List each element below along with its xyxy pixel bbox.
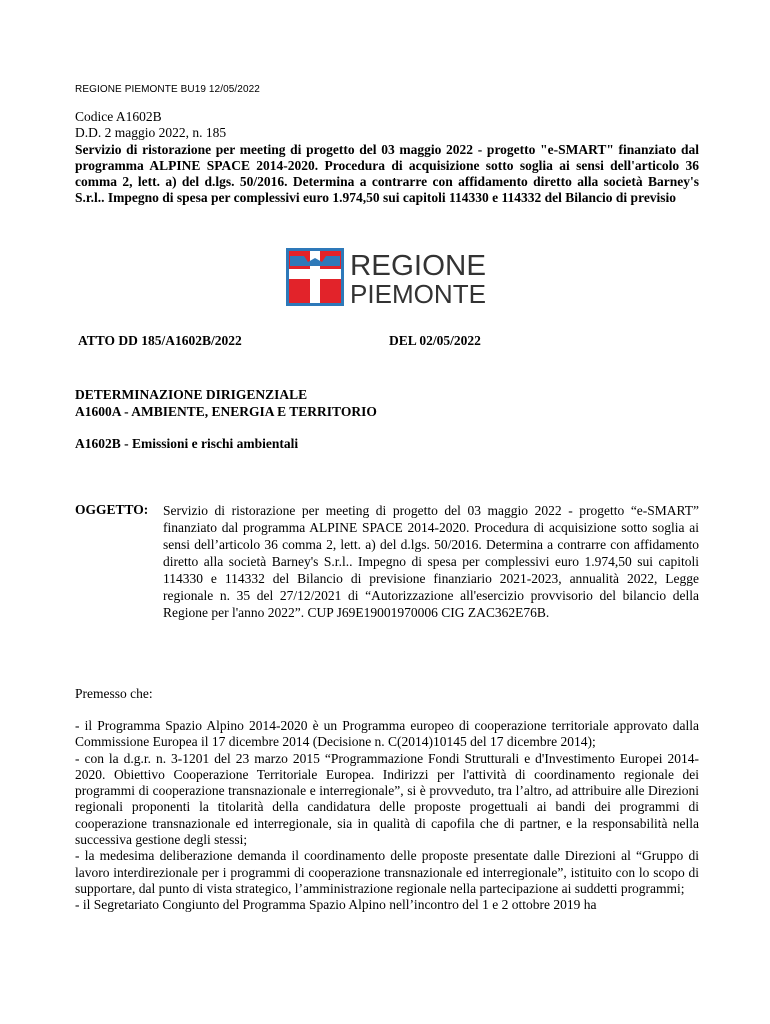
logo-line1: REGIONE (350, 250, 486, 282)
atto-date: DEL 02/05/2022 (389, 333, 481, 348)
logo-emblem (286, 248, 490, 306)
body-paragraphs (75, 718, 699, 914)
settore: A1602B - Emissioni e rischi ambientali (75, 436, 299, 451)
paragraph: - il Segretariato Congiunto del Programma Spazio Alpino nell’incontro del 1 e 2 ottobre 2019 ha (75, 897, 597, 913)
bulletin-header: REGIONE PIEMONTE BU19 12/05/2022 (75, 84, 260, 95)
paragraph: - il Programma Spazio Alpino 2014-2020 è un Programma europeo di cooperazione territoriale approvato dalla Commissione Europea il 17 dicembre 2014 (Decisione n. C(2014)10145 del 17 dicembre 2014); (75, 718, 699, 750)
regione-piemonte-logo (286, 248, 490, 306)
paragraph: - la medesima deliberazione demanda il coordinamento delle proposte presentate dalle Direzioni al “Gruppo di lavoro interdirezionale per i programmi di cooperazione transnazionale ed interregionale”, istituito con lo scopo di supportare, dal punto di vista strategico, l’amministrazione regionale nella partecipazione ai suddetti programmi; (75, 848, 699, 896)
determinazione-block (75, 386, 377, 420)
intro-title: Servizio di ristorazione per meeting di progetto del 03 maggio 2022 - progetto "e-SMART" finanziato dal programma ALPINE SPACE 2014-2020. Procedura di acquisizione sotto soglia ai sensi dell'articolo 36 comma 2, lett. a) del d.lgs. 50/2016. Determina a contrarre con affidamento diretto alla società Barney's S.r.l.. Impegno di spesa per complessivi euro 1.974,50 sui capitoli 114330 e 114332 del Bilancio di previsio (75, 141, 699, 206)
dd-reference: D.D. 2 maggio 2022, n. 185 (75, 125, 227, 141)
oggetto-label: OGGETTO: (75, 502, 149, 517)
intro-block (75, 109, 699, 207)
direzione: A1600A - AMBIENTE, ENERGIA E TERRITORIO (75, 404, 377, 419)
determinazione-type: DETERMINAZIONE DIRIGENZIALE (75, 387, 308, 402)
oggetto-text: Servizio di ristorazione per meeting di progetto del 03 maggio 2022 - progetto “e-SMART” finanziato dal programma ALPINE SPACE 2014-2020. Procedura di acquisizione sotto soglia ai sensi dell’articolo 36 comma 2, lett. a) del d.lgs. 50/2016. Determina a contrarre con affidamento diretto alla società Barney's S.r.l.. Impegno di spesa per complessivi euro 1.974,50 sui capitoli 114330 e 114332 del Bilancio di previsione finanziario 2021-2023, annualità 2022, Legge regionale n. 35 del 27/12/2021 di “Autorizzazione all'esercizio provvisorio del bilancio della Regione per l'anno 2022”. CUP J69E19001970006 CIG ZAC362E76B. (163, 503, 699, 620)
codice: Codice A1602B (75, 109, 162, 124)
logo-line2: PIEMONTE (350, 279, 486, 306)
paragraph: - con la d.g.r. n. 3-1201 del 23 marzo 2015 “Programmazione Fondi Strutturali e d'Investimento Europei 2014-2020. Obiettivo Cooperazione Territoriale Europea. Indirizzi per l'attività di coordinamento regionale dei programmi di cooperazione transnazionale e interregionale”, si è provveduto, tra l’altro, ad attribuire alle Direzioni regionali proponenti la titolarità della candidatura delle proposte progettuali ai bandi dei programmi di cooperazione transnazionale ed interregionale, sia in qualità di capofila che di partner, e la responsabilità nella successiva gestione degli stessi; (75, 750, 699, 848)
atto-number: ATTO DD 185/A1602B/2022 (78, 333, 242, 348)
premesso-heading: Premesso che: (75, 686, 153, 701)
